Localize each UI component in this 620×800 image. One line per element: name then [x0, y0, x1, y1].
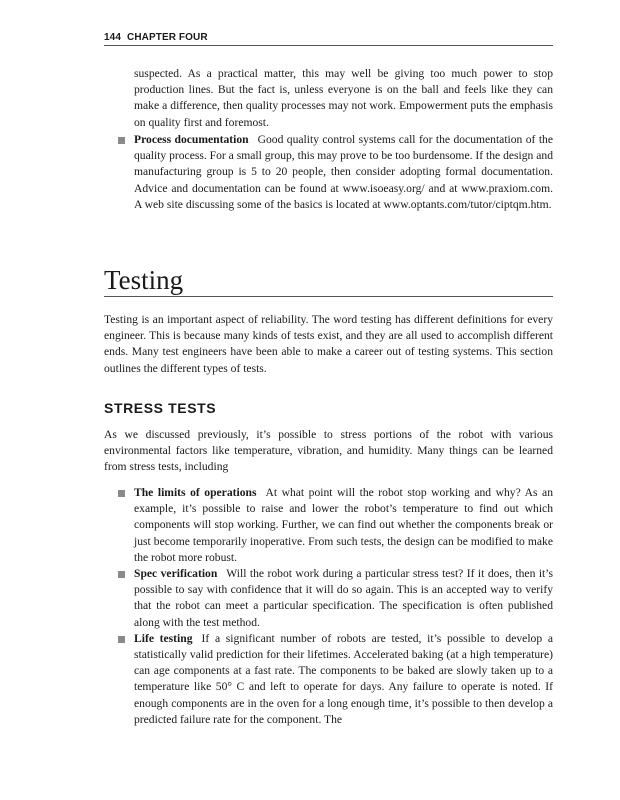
subsection-title: STRESS TESTS — [104, 400, 217, 416]
subsection-intro: As we discussed previously, it’s possible to stress portions of the robot with various environmental factors like temperature, vibration, and humidity. Many things can be learned from stress tests, including — [104, 428, 553, 474]
list-item — [118, 631, 553, 728]
stress-test-list — [118, 485, 553, 728]
bullet-square-icon — [118, 636, 125, 643]
bullet-text: Will the robot work during a particular stress test? If it does, then it’s possible to say with confidence that it will do so again. This is an accepted way to verify that the robot can meet a particular specification. The specification is often published along with the test method. — [134, 567, 553, 629]
bullet-term: Life testing — [134, 631, 193, 645]
bullet-term: The limits of operations — [134, 486, 257, 499]
bullet-term: Spec verification — [134, 567, 218, 581]
chapter-label: CHAPTER FOUR — [127, 32, 208, 43]
running-head — [104, 33, 553, 46]
page-number: 144 — [104, 32, 121, 43]
bullet-square-icon — [118, 137, 125, 144]
bullet-text: If a significant number of robots are tested, it’s possible to develop a statistically valid prediction for their lifetimes. Accelerated baking (at a high temperature) can age components at a fast rate. The components to be baked are slowly taken up to a temperature like 50° C and left to operate for days. Any failure to operate is noted. If enough components are in the oven for a long enough time, it’s possible to then develop a predicted failure rate for the component. The — [134, 631, 553, 726]
bullet-text: At what point will the robot stop working and why? As an example, it’s possible to raise and lower the robot’s temperature to find out which components will stop working. Further, we can find out whether the components break or just become temporarily inoperative. From such tests, the design can be modified to make the robot more robust. — [134, 486, 554, 564]
section-intro: Testing is an important aspect of reliability. The word testing has different definitions for every engineer. This is because many kinds of tests exist, and they are all used to accomplish different ends. Many test engineers have been able to make a career out of testing systems. This section outlines the different types of tests. — [104, 313, 553, 375]
bullet-square-icon — [118, 490, 125, 497]
section-title: Testing — [104, 264, 553, 297]
top-bullet-list — [118, 132, 553, 213]
bullet-term: Process documentation — [134, 133, 249, 146]
list-item — [118, 485, 553, 566]
list-item — [118, 132, 553, 213]
bullet-square-icon — [118, 571, 125, 578]
list-item — [118, 566, 553, 631]
continued-paragraph: suspected. As a practical matter, this may well be giving too much power to stop production lines. But the fact is, unless everyone is on the ball and feels like they can make a difference, then quality processes may not work. Empowerment puts the emphasis on quality first and foremost. — [134, 67, 553, 129]
bullet-text: Good quality control systems call for the documentation of the quality process. For a small group, this may prove to be too burdensome. If the design and manufacturing group is 5 to 20 people, then consider adopting formal documentation. Advice and documentation can be found at www.isoeasy.org/ and at www.praxiom.com. A web site discussing some of the basics is located at www.optants.com/tutor/ciptqm.htm. — [134, 133, 553, 211]
